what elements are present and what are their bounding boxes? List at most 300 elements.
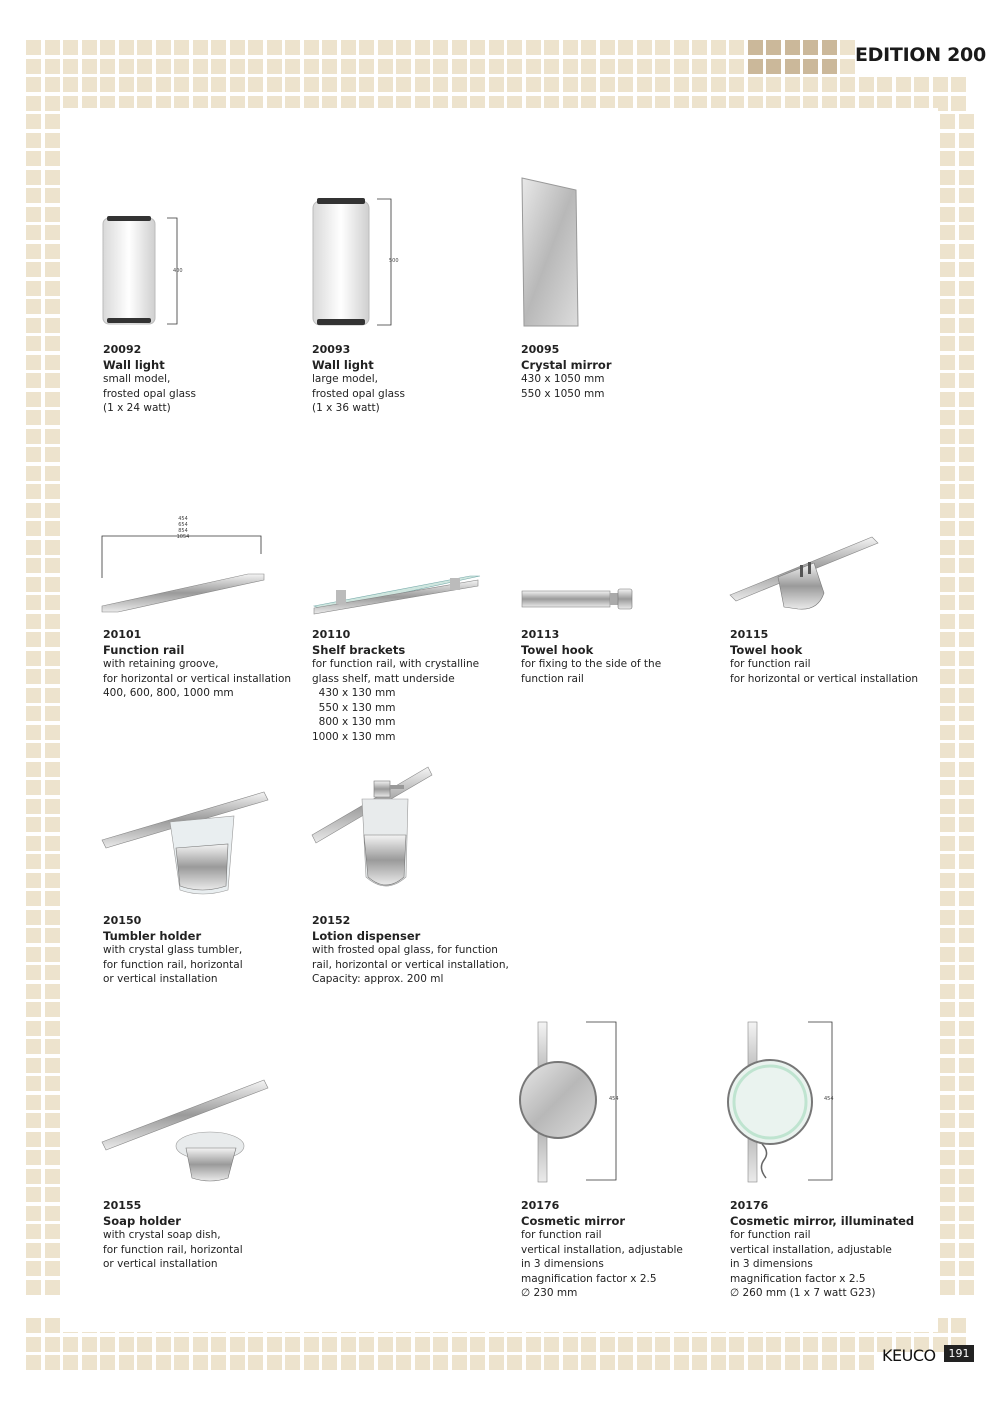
border-tile — [940, 1280, 955, 1295]
border-tile — [63, 77, 78, 92]
border-tile — [415, 59, 430, 74]
product-20093 — [312, 343, 517, 416]
border-tile — [211, 1355, 226, 1370]
border-tile — [137, 77, 152, 92]
border-tile — [951, 77, 966, 92]
border-tile — [674, 1337, 689, 1352]
border-tile — [637, 1337, 652, 1352]
border-tile — [489, 1355, 504, 1370]
border-tile — [26, 688, 41, 703]
border-tile — [26, 762, 41, 777]
border-tile — [45, 1002, 60, 1017]
border-tile — [341, 1337, 356, 1352]
border-tile — [933, 77, 948, 92]
border-tile — [959, 947, 974, 962]
border-tile — [174, 1355, 189, 1370]
border-tile — [82, 40, 97, 55]
border-tile — [378, 59, 393, 74]
border-tile — [959, 965, 974, 980]
border-tile — [63, 59, 78, 74]
border-tile — [45, 336, 60, 351]
border-tile — [45, 225, 60, 240]
cosmetic-mirror-illuminated-illustration — [724, 1018, 838, 1186]
border-tile — [859, 1337, 874, 1352]
border-tile — [563, 40, 578, 55]
border-tile — [26, 577, 41, 592]
border-tile — [959, 1021, 974, 1036]
border-tile — [940, 1002, 955, 1017]
border-tile — [748, 40, 763, 55]
border-tile — [785, 77, 800, 92]
border-tile — [45, 984, 60, 999]
product-name: Shelf brackets — [312, 642, 406, 657]
border-tile — [26, 632, 41, 647]
border-tile — [26, 1243, 41, 1258]
border-tile — [940, 244, 955, 259]
border-tile — [766, 40, 781, 55]
product-code: 20150 — [103, 914, 142, 927]
border-tile — [951, 1318, 966, 1333]
border-tile — [26, 558, 41, 573]
border-tile — [940, 540, 955, 555]
border-tile — [692, 59, 707, 74]
border-tile — [230, 1355, 245, 1370]
border-tile — [45, 540, 60, 555]
border-tile — [940, 854, 955, 869]
border-tile — [45, 373, 60, 388]
border-tile — [45, 1355, 60, 1370]
border-tile — [940, 392, 955, 407]
border-tile — [959, 984, 974, 999]
border-tile — [26, 484, 41, 499]
border-tile — [637, 77, 652, 92]
border-tile — [45, 780, 60, 795]
border-tile — [940, 725, 955, 740]
border-tile — [785, 1337, 800, 1352]
border-tile — [940, 928, 955, 943]
border-tile — [26, 1280, 41, 1295]
border-tile — [267, 1337, 282, 1352]
border-tile — [618, 59, 633, 74]
border-tile — [618, 77, 633, 92]
border-tile — [940, 1187, 955, 1202]
border-tile — [26, 207, 41, 222]
border-tile — [45, 392, 60, 407]
border-tile — [211, 77, 226, 92]
border-tile — [26, 429, 41, 444]
border-tile — [655, 1337, 670, 1352]
border-tile — [692, 1355, 707, 1370]
border-tile — [322, 77, 337, 92]
border-tile — [959, 1095, 974, 1110]
border-tile — [959, 799, 974, 814]
border-tile — [26, 706, 41, 721]
border-tile — [940, 484, 955, 499]
border-tile — [940, 965, 955, 980]
border-tile — [940, 114, 955, 129]
border-tile — [940, 651, 955, 666]
border-tile — [45, 114, 60, 129]
product-description: with retaining groove, for horizontal or vertical installation 400, 600, 800, 1000 mm — [103, 658, 292, 699]
border-tile — [267, 1355, 282, 1370]
border-tile — [959, 1280, 974, 1295]
border-tile — [26, 59, 41, 74]
border-tile — [803, 77, 818, 92]
border-tile — [378, 1337, 393, 1352]
product-name: Wall light — [312, 357, 374, 372]
border-tile — [174, 40, 189, 55]
border-tile — [119, 59, 134, 74]
border-tile — [285, 1337, 300, 1352]
border-tile — [940, 281, 955, 296]
border-tile — [156, 59, 171, 74]
border-tile — [959, 1132, 974, 1147]
border-tile — [959, 595, 974, 610]
border-tile — [959, 540, 974, 555]
border-tile — [45, 1076, 60, 1091]
border-tile — [26, 1150, 41, 1165]
border-tile — [26, 1076, 41, 1091]
border-tile — [940, 170, 955, 185]
border-tile — [711, 1355, 726, 1370]
rail-length-dimensions: 454 654 854 1054 — [176, 516, 190, 540]
border-tile — [26, 318, 41, 333]
border-tile — [959, 151, 974, 166]
product-code: 20101 — [103, 628, 142, 641]
border-tile — [156, 1355, 171, 1370]
border-tile — [45, 1280, 60, 1295]
product-code: 20113 — [521, 628, 560, 641]
border-tile — [396, 40, 411, 55]
border-tile — [674, 1355, 689, 1370]
border-tile — [26, 928, 41, 943]
border-tile — [45, 632, 60, 647]
border-tile — [359, 40, 374, 55]
border-tile — [959, 410, 974, 425]
border-tile — [341, 1355, 356, 1370]
border-tile — [26, 947, 41, 962]
border-tile — [45, 429, 60, 444]
border-tile — [563, 77, 578, 92]
border-tile — [489, 59, 504, 74]
border-tile — [26, 854, 41, 869]
border-tile — [600, 59, 615, 74]
border-tile — [959, 1150, 974, 1165]
border-tile — [26, 780, 41, 795]
border-tile — [822, 1337, 837, 1352]
border-tile — [940, 318, 955, 333]
border-tile — [452, 1337, 467, 1352]
border-tile — [26, 1318, 41, 1333]
border-tile — [959, 244, 974, 259]
border-tile — [45, 947, 60, 962]
border-tile — [193, 59, 208, 74]
border-tile — [748, 59, 763, 74]
border-tile — [45, 743, 60, 758]
border-tile — [174, 1337, 189, 1352]
border-tile — [940, 1224, 955, 1239]
border-tile — [285, 40, 300, 55]
border-tile — [26, 521, 41, 536]
border-tile — [119, 40, 134, 55]
border-tile — [26, 1058, 41, 1073]
border-tile — [26, 355, 41, 370]
border-tile — [230, 77, 245, 92]
border-tile — [940, 558, 955, 573]
border-tile — [45, 1095, 60, 1110]
border-tile — [45, 799, 60, 814]
border-tile — [452, 59, 467, 74]
product-description: small model, frosted opal glass (1 x 24 watt) — [103, 373, 196, 414]
border-tile — [45, 891, 60, 906]
border-tile — [26, 873, 41, 888]
border-tile — [82, 1337, 97, 1352]
border-tile — [45, 1243, 60, 1258]
cosmetic-mirror-dimension: 454 — [609, 1096, 619, 1102]
border-tile — [489, 40, 504, 55]
border-tile — [45, 854, 60, 869]
product-code: 20115 — [730, 628, 769, 641]
border-tile — [45, 447, 60, 462]
border-tile — [26, 1187, 41, 1202]
border-tile — [940, 207, 955, 222]
border-tile — [119, 77, 134, 92]
border-tile — [322, 1355, 337, 1370]
border-tile — [248, 77, 263, 92]
border-tile — [940, 1243, 955, 1258]
border-tile — [26, 1039, 41, 1054]
border-tile — [100, 59, 115, 74]
border-tile — [26, 262, 41, 277]
border-tile — [100, 40, 115, 55]
border-tile — [959, 1206, 974, 1221]
border-tile — [655, 77, 670, 92]
product-name: Tumbler holder — [103, 928, 202, 943]
border-tile — [174, 59, 189, 74]
border-tile — [959, 651, 974, 666]
border-tile — [959, 466, 974, 481]
border-tile — [433, 40, 448, 55]
product-name: Towel hook — [521, 642, 594, 657]
border-tile — [396, 1355, 411, 1370]
border-tile — [959, 780, 974, 795]
border-tile — [45, 299, 60, 314]
border-tile — [174, 77, 189, 92]
border-tile — [840, 77, 855, 92]
border-tile — [82, 77, 97, 92]
border-tile — [470, 59, 485, 74]
border-tile — [396, 77, 411, 92]
border-tile — [45, 521, 60, 536]
border-tile — [803, 59, 818, 74]
border-tile — [959, 188, 974, 203]
border-tile — [156, 40, 171, 55]
border-tile — [959, 373, 974, 388]
border-tile — [137, 59, 152, 74]
border-tile — [618, 1337, 633, 1352]
border-tile — [959, 632, 974, 647]
border-tile — [470, 1337, 485, 1352]
border-tile — [940, 1058, 955, 1073]
border-tile — [26, 466, 41, 481]
border-tile — [26, 281, 41, 296]
border-tile — [507, 40, 522, 55]
product-name: Crystal mirror — [521, 357, 612, 372]
border-tile — [26, 1021, 41, 1036]
border-tile — [45, 577, 60, 592]
border-tile — [26, 170, 41, 185]
border-tile — [822, 1355, 837, 1370]
border-tile — [248, 1355, 263, 1370]
border-tile — [45, 244, 60, 259]
border-tile — [803, 40, 818, 55]
border-tile — [940, 373, 955, 388]
border-tile — [507, 59, 522, 74]
border-tile — [45, 170, 60, 185]
crystal-mirror-illustration — [520, 176, 580, 328]
border-tile — [156, 77, 171, 92]
border-tile — [940, 1076, 955, 1091]
border-tile — [637, 59, 652, 74]
border-tile — [940, 762, 955, 777]
border-tile — [45, 836, 60, 851]
product-20113 — [521, 628, 726, 686]
border-tile — [822, 40, 837, 55]
wall-light-small-dimension: 400 — [173, 268, 183, 274]
product-code: 20176 — [730, 1199, 769, 1212]
border-tile — [859, 77, 874, 92]
border-tile — [45, 318, 60, 333]
border-tile — [940, 447, 955, 462]
border-tile — [959, 836, 974, 851]
product-name: Wall light — [103, 357, 165, 372]
border-tile — [26, 188, 41, 203]
border-tile — [26, 40, 41, 55]
border-tile — [378, 40, 393, 55]
border-tile — [26, 1261, 41, 1276]
border-tile — [248, 1337, 263, 1352]
product-20150 — [103, 914, 308, 987]
border-tile — [940, 577, 955, 592]
border-tile — [618, 40, 633, 55]
border-tile — [26, 743, 41, 758]
border-tile — [45, 1187, 60, 1202]
border-tile — [415, 77, 430, 92]
product-20155 — [103, 1199, 308, 1272]
border-tile — [193, 40, 208, 55]
border-tile — [26, 1002, 41, 1017]
border-tile — [45, 281, 60, 296]
border-tile — [940, 984, 955, 999]
border-tile — [940, 817, 955, 832]
border-tile — [45, 558, 60, 573]
border-tile — [859, 1355, 874, 1370]
border-tile — [822, 59, 837, 74]
border-tile — [45, 1224, 60, 1239]
border-tile — [940, 595, 955, 610]
border-tile — [940, 947, 955, 962]
border-tile — [45, 484, 60, 499]
border-tile — [940, 133, 955, 148]
border-tile — [45, 503, 60, 518]
border-tile — [230, 40, 245, 55]
border-tile — [729, 77, 744, 92]
border-tile — [959, 225, 974, 240]
border-tile — [415, 40, 430, 55]
product-description: for function rail vertical installation, adjustable in 3 dimensions magnification factor x 2.5 ∅ 260 mm (1 x 7 watt G23) — [730, 1229, 892, 1299]
border-tile — [940, 299, 955, 314]
border-tile — [940, 743, 955, 758]
border-tile — [322, 59, 337, 74]
border-tile — [26, 725, 41, 740]
border-tile — [959, 910, 974, 925]
border-tile — [655, 1355, 670, 1370]
border-tile — [840, 1337, 855, 1352]
border-tile — [452, 40, 467, 55]
border-tile — [156, 1337, 171, 1352]
border-tile — [959, 133, 974, 148]
border-tile — [26, 817, 41, 832]
border-tile — [692, 1337, 707, 1352]
border-tile — [433, 59, 448, 74]
border-tile — [26, 799, 41, 814]
border-tile — [959, 355, 974, 370]
border-tile — [674, 77, 689, 92]
border-tile — [959, 1113, 974, 1128]
product-20152 — [312, 914, 517, 987]
border-tile — [137, 40, 152, 55]
border-tile — [26, 151, 41, 166]
soap-holder-illustration — [100, 1078, 270, 1183]
border-tile — [45, 651, 60, 666]
border-tile — [45, 725, 60, 740]
product-code: 20155 — [103, 1199, 142, 1212]
border-tile — [940, 466, 955, 481]
border-tile — [544, 1355, 559, 1370]
product-code: 20092 — [103, 343, 142, 356]
border-tile — [581, 1355, 596, 1370]
border-tile — [341, 59, 356, 74]
product-20176-cosmetic-mirror-illuminated — [730, 1199, 930, 1301]
border-tile — [711, 77, 726, 92]
border-tile — [26, 965, 41, 980]
product-code: 20093 — [312, 343, 351, 356]
border-tile — [415, 1355, 430, 1370]
product-description: for function rail vertical installation, adjustable in 3 dimensions magnification factor x 2.5 ∅ 230 mm — [521, 1229, 683, 1299]
border-tile — [26, 669, 41, 684]
border-tile — [45, 59, 60, 74]
border-tile — [137, 1355, 152, 1370]
border-tile — [581, 77, 596, 92]
border-tile — [45, 466, 60, 481]
border-tile — [45, 207, 60, 222]
border-tile — [959, 891, 974, 906]
border-tile — [45, 910, 60, 925]
border-tile — [563, 59, 578, 74]
border-tile — [45, 1150, 60, 1165]
product-20095 — [521, 343, 726, 401]
border-tile — [526, 77, 541, 92]
border-tile — [26, 77, 41, 92]
product-description: large model, frosted opal glass (1 x 36 watt) — [312, 373, 405, 414]
border-tile — [45, 355, 60, 370]
border-tile — [692, 40, 707, 55]
border-tile — [26, 503, 41, 518]
border-tile — [940, 891, 955, 906]
border-tile — [748, 1355, 763, 1370]
border-tile — [940, 429, 955, 444]
border-tile — [940, 410, 955, 425]
